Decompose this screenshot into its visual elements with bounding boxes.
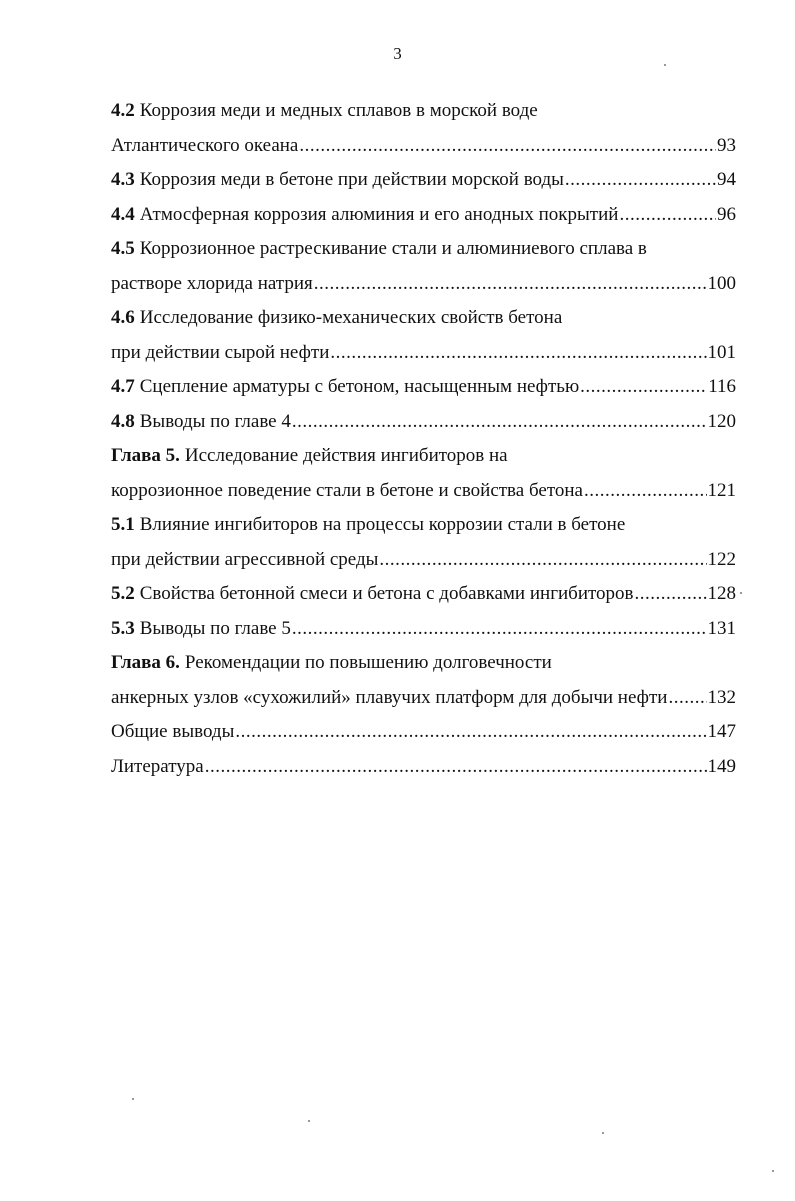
toc-page-number: 101 — [707, 341, 736, 363]
dot-leader — [584, 474, 707, 509]
toc-title: Исследование физико-механических свойств бетона — [139, 307, 563, 328]
toc-section-number: 5.2 — [111, 583, 135, 604]
toc-page-number: 121 — [707, 479, 736, 501]
scan-speck — [602, 1132, 604, 1134]
toc-page-number: 131 — [707, 617, 736, 639]
toc-page-number: 93 — [717, 134, 736, 156]
toc-line — [111, 646, 736, 681]
scan-speck — [664, 64, 666, 66]
toc-line — [111, 543, 736, 578]
toc-title: анкерных узлов «сухожилий» плавучих платформ для добычи нефти — [111, 686, 668, 708]
toc-page-number: 96 — [717, 203, 736, 225]
toc-page-number: 147 — [707, 721, 736, 742]
table-of-contents — [111, 94, 736, 784]
toc-line — [111, 163, 736, 198]
toc-title: Влияние ингибиторов на процессы коррозии стали в бетоне — [139, 514, 626, 535]
toc-line — [111, 612, 736, 647]
toc-line — [111, 508, 736, 543]
toc-title: Коррозия меди в бетоне при действии морской воды — [139, 169, 564, 190]
toc-title: коррозионное поведение стали в бетоне и свойства бетона — [111, 479, 583, 501]
toc-section-number: 5.3 — [111, 617, 135, 639]
toc-page-number: 132 — [707, 686, 736, 708]
toc-line — [111, 198, 736, 233]
toc-title: при действии агрессивной среды — [111, 548, 379, 570]
toc-line — [111, 715, 736, 750]
toc-line — [111, 94, 736, 129]
toc-page-number: 128 — [707, 583, 736, 604]
toc-section-number: 4.8 — [111, 410, 135, 432]
toc-title: Исследование действия ингибиторов на — [184, 445, 508, 466]
page-number: 3 — [393, 44, 402, 63]
toc-page-number: 120 — [707, 410, 736, 432]
dot-leader — [205, 750, 707, 785]
toc-line — [111, 577, 736, 612]
toc-chapter-label: Глава 5. — [111, 445, 180, 466]
dot-leader — [292, 612, 707, 647]
toc-title: Атлантического океана — [111, 134, 299, 156]
toc-page-number: 100 — [707, 272, 736, 294]
toc-line — [111, 336, 736, 371]
dot-leader — [668, 681, 706, 716]
toc-page-number: 116 — [708, 376, 736, 397]
dot-leader — [635, 577, 707, 612]
toc-chapter-label: Глава 6. — [111, 652, 180, 673]
dot-leader — [619, 198, 716, 233]
dot-leader — [565, 163, 716, 198]
scan-speck — [740, 592, 742, 594]
toc-title: Коррозионное растрескивание стали и алюминиевого сплава в — [139, 238, 647, 259]
toc-section-number: 4.7 — [111, 376, 135, 397]
dot-leader — [580, 370, 707, 405]
scan-speck — [308, 1120, 310, 1122]
toc-section-number: 4.5 — [111, 238, 135, 259]
toc-line — [111, 405, 736, 440]
toc-title: Общие выводы — [111, 721, 235, 742]
toc-title: Литература — [111, 755, 204, 777]
toc-title: Рекомендации по повышению долговечности — [184, 652, 552, 673]
toc-line — [111, 267, 736, 302]
toc-section-number: 4.3 — [111, 169, 135, 190]
toc-line — [111, 301, 736, 336]
toc-title: Сцепление арматуры с бетоном, насыщенным нефтью — [139, 376, 580, 397]
toc-page-number: 94 — [717, 169, 736, 190]
scan-speck — [132, 1098, 134, 1100]
toc-line — [111, 681, 736, 716]
toc-line — [111, 439, 736, 474]
toc-title: при действии сырой нефти — [111, 341, 330, 363]
dot-leader — [314, 267, 707, 302]
toc-section-number: 5.1 — [111, 514, 135, 535]
toc-line — [111, 474, 736, 509]
toc-title: Выводы по главе 4 — [139, 410, 291, 432]
toc-page-number: 122 — [707, 548, 736, 570]
dot-leader — [292, 405, 707, 440]
toc-section-number: 4.2 — [111, 100, 135, 121]
toc-title: Коррозия меди и медных сплавов в морской воде — [139, 100, 538, 121]
toc-page-number: 149 — [707, 755, 736, 777]
toc-title: Атмосферная коррозия алюминия и его анодных покрытий — [139, 203, 619, 225]
dot-leader — [235, 715, 706, 750]
toc-line — [111, 370, 736, 405]
dot-leader — [330, 336, 706, 371]
scan-speck — [772, 1170, 774, 1172]
toc-title: Выводы по главе 5 — [139, 617, 291, 639]
toc-section-number: 4.4 — [111, 203, 135, 225]
dot-leader — [379, 543, 706, 578]
toc-line — [111, 129, 736, 164]
toc-title: Свойства бетонной смеси и бетона с добавками ингибиторов — [139, 583, 634, 604]
toc-line — [111, 232, 736, 267]
toc-line — [111, 750, 736, 785]
dot-leader — [299, 129, 716, 164]
toc-title: растворе хлорида натрия — [111, 272, 313, 294]
toc-section-number: 4.6 — [111, 307, 135, 328]
